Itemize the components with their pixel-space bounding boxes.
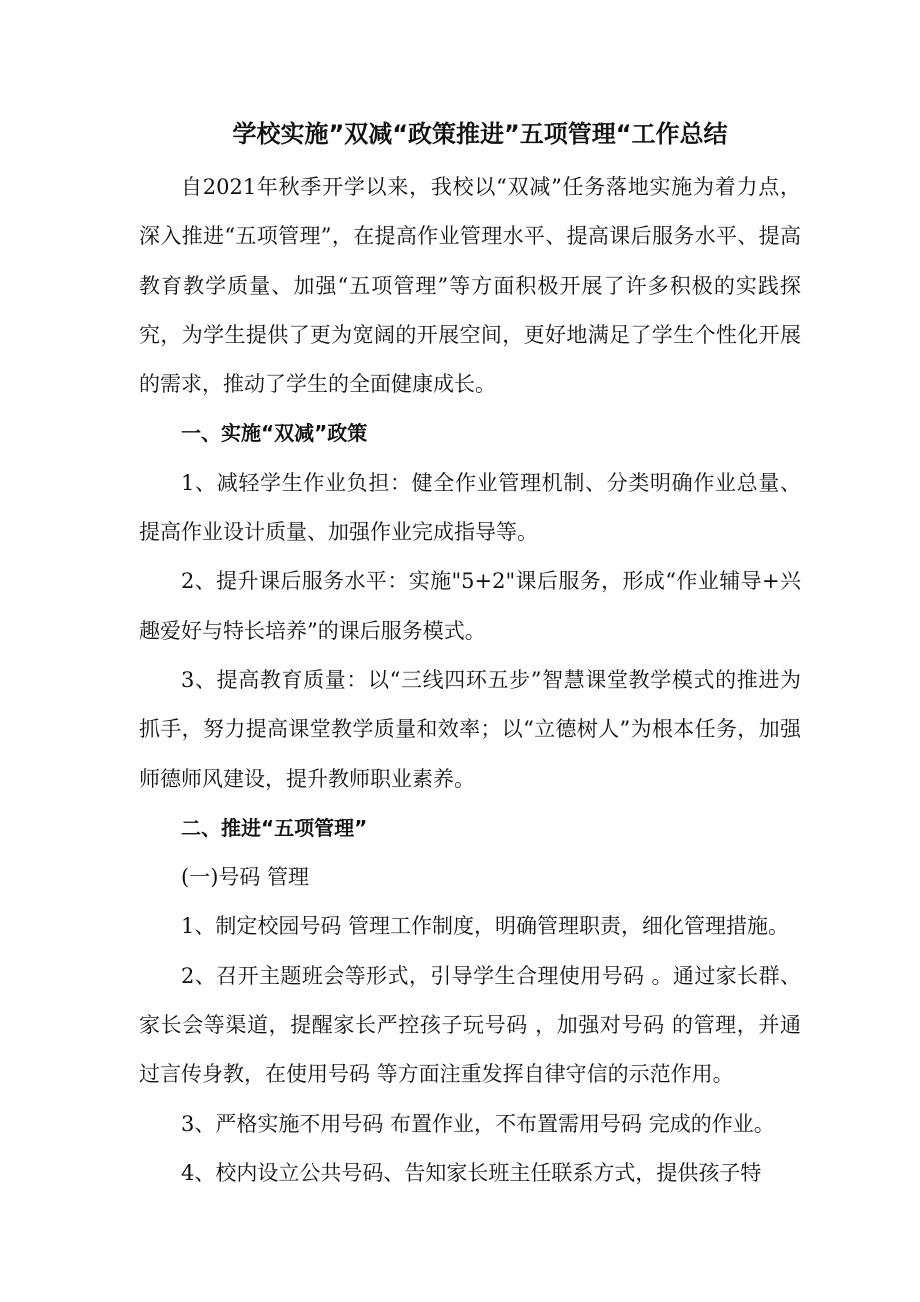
section1-item-1: 1、减轻学生作业负担：健全作业管理机制、分类明确作业总量、提高作业设计质量、加强作业完成指导等。	[139, 470, 801, 545]
section1-item-2: 2、提升课后服务水平：实施"5+2"课后服务，形成“作业辅导+兴趣爱好与特长培养”的课后服务模式。	[139, 569, 801, 643]
section2-item-3: 3、严格实施不用号码 布置作业，不布置需用号码 完成的作业。	[181, 1111, 775, 1136]
section1-item-3: 3、提高教育质量：以“三线四环五步”智慧课堂教学模式的推进为抓手，努力提高课堂教学质量和效率；以“立德树人”为根本任务，加强师德师风建设，提升教师职业素养。	[139, 667, 801, 791]
intro-paragraph: 自2021年秋季开学以来，我校以“双减”任务落地实施为着力点，深入推进“五项管理”，在提高作业管理水平、提高课后服务水平、提高教育教学质量、加强“五项管理”等方面积极开展了许多积极的实践探究，为学生提供了更为宽阔的开展空间，更好地满足了学生个性化开展的需求，推动了学生的全面健康成长。	[139, 175, 801, 397]
section-heading-1: 一、实施“双减”政策	[181, 421, 368, 446]
document-title: 学校实施”双减“政策推进”五项管理“工作总结	[232, 120, 728, 148]
section2-item-4: 4、校内设立公共号码、告知家长班主任联系方式，提供孩子特	[181, 1160, 762, 1185]
section2-item-2: 2、召开主题班会等形式，引导学生合理使用号码 。通过家长群、家长会等渠道，提醒家长严控孩子玩号码 ，加强对号码 的管理，并通过言传身教，在使用号码 等方面注重发挥自律守信的示范作用。	[139, 963, 801, 1087]
section2-subheading: (一)号码 管理	[181, 865, 310, 890]
section-heading-2: 二、推进“五项管理”	[181, 815, 368, 840]
document-body	[139, 163, 801, 1198]
section2-item-1: 1、制定校园号码 管理工作制度，明确管理职责，细化管理措施。	[181, 914, 790, 939]
